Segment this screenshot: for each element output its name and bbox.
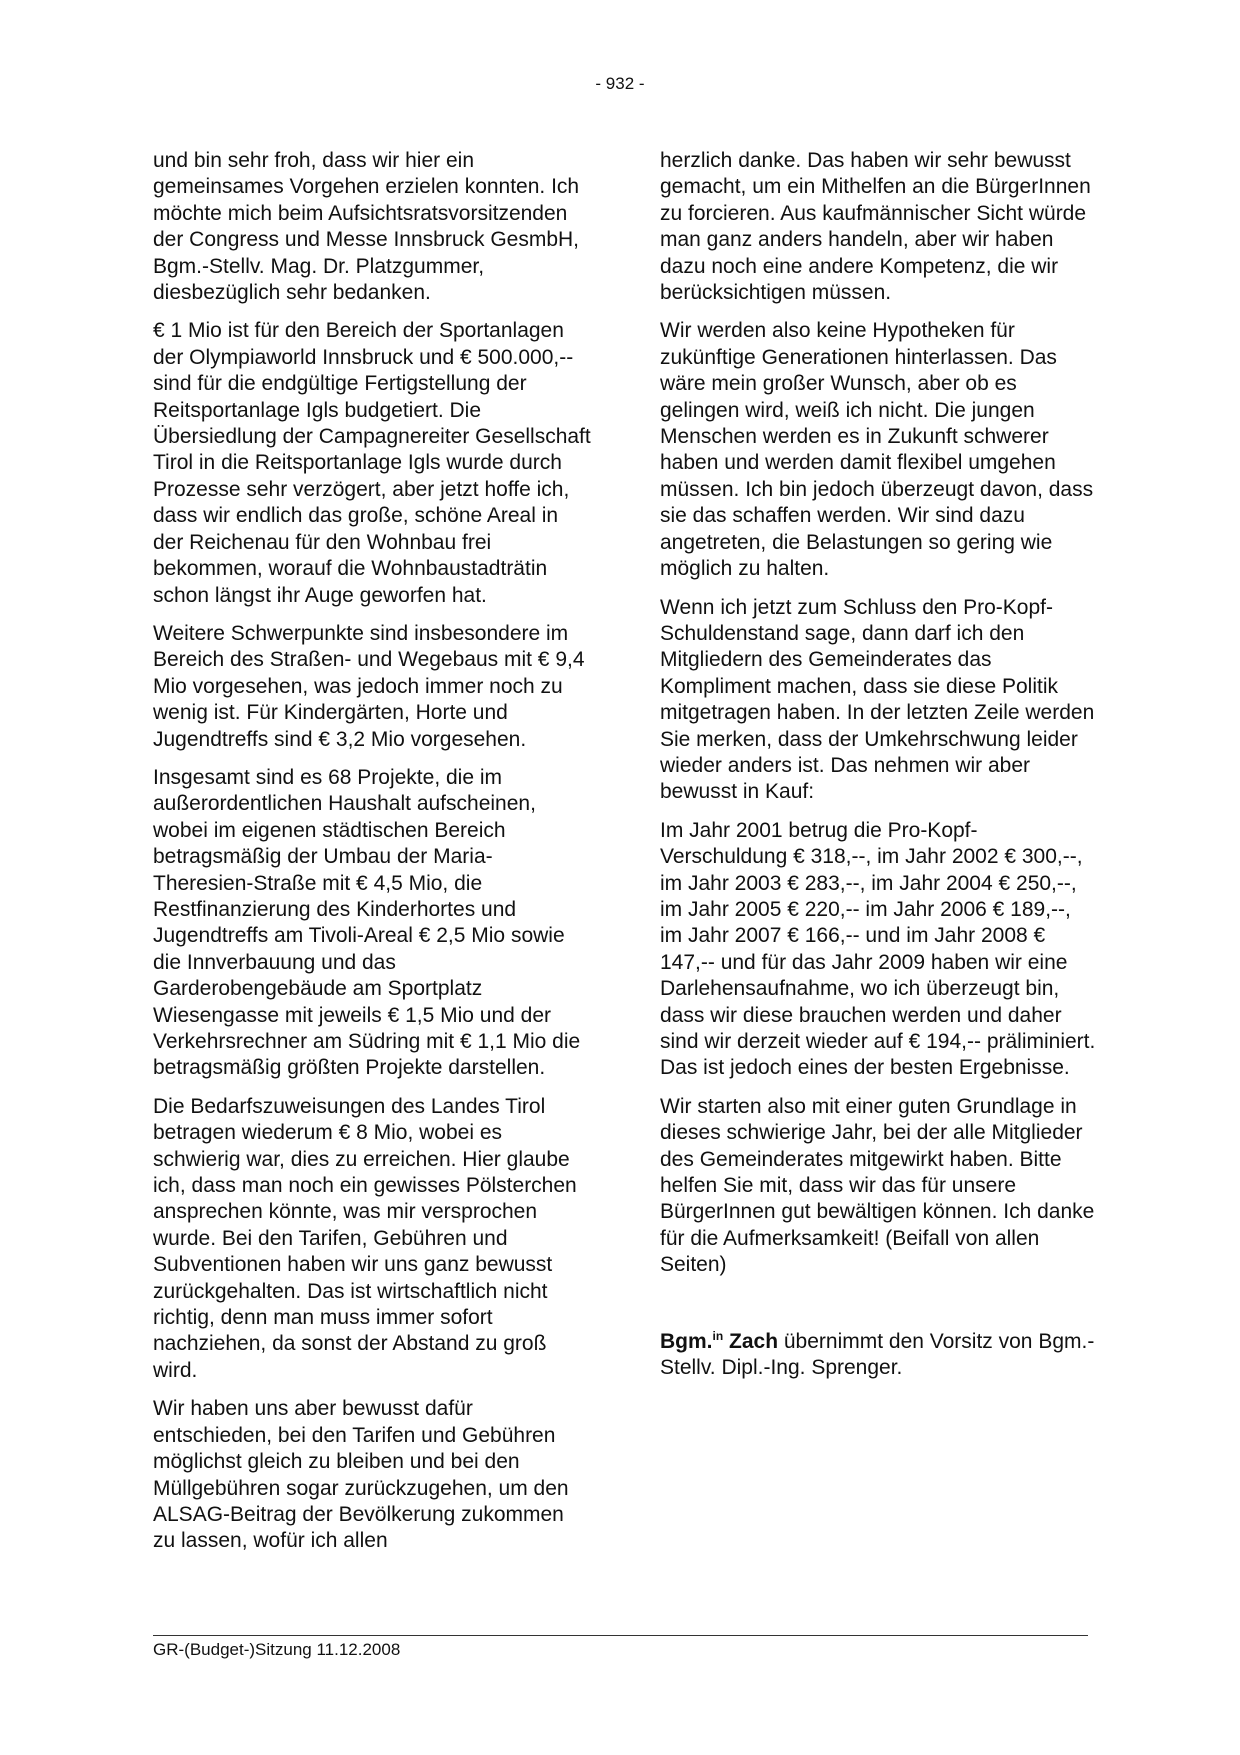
- speaker-note: [660, 1329, 1098, 1382]
- paragraph: Weitere Schwerpunkte sind insbesondere im Bereich des Straßen- und Wegebaus mit € 9,4 Mio vorgesehen, was jedoch immer noch zu wenig ist. Für Kindergärten, Horte und Jugendtreffs sind € 3,2 Mio vorgesehen.: [153, 621, 585, 751]
- paragraph: € 1 Mio ist für den Bereich der Sportanlagen der Olympiaworld Innsbruck und € 500.000,-- sind für die endgültige Fertigstellung der Reitsportanlage Igls budgetiert. Die Übersiedlung der Campagnereiter Gesellschaft Tirol in die Reitsportanlage Igls wurde durch Prozesse sehr verzögert, aber jetzt hoffe ich, dass wir endlich das große, schöne Areal in der Reichenau für den Wohnbau frei bekommen, worauf die Wohnbaustadträtin schon längst ihr Auge geworfen hat.: [153, 319, 591, 607]
- right-column: [660, 148, 1098, 1393]
- paragraph: Wenn ich jetzt zum Schluss den Pro-Kopf-Schuldenstand sage, dann darf ich den Mitgliedern des Gemeinderates das Kompliment machen, dass sie diese Politik mitgetragen haben. In der letzten Zeile werden Sie merken, dass der Umkehrschwung leider wieder anders ist. Das nehmen wir aber bewusst in Kauf:: [660, 595, 1095, 804]
- page-number: - 932 -: [595, 74, 645, 93]
- paragraph: Insgesamt sind es 68 Projekte, die im außerordentlichen Haushalt aufscheinen, wobei im eigenen städtischen Bereich betragsmäßig der Umbau der Maria-Theresien-Straße mit € 4,5 Mio, die Restfinanzierung des Kinderhortes und Jugendtreffs am Tivoli-Areal € 2,5 Mio sowie die Innverbauung und das Garderobengebäude am Sportplatz Wiesengasse mit jeweils € 1,5 Mio und der Verkehrsrechner am Südring mit € 1,1 Mio die betragsmäßig größten Projekte darstellen.: [153, 765, 581, 1080]
- paragraph: Wir starten also mit einer guten Grundlage in dieses schwierige Jahr, bei der alle Mitglieder des Gemeinderates mitgewirkt haben. Bitte helfen Sie mit, dass wir das für unsere BürgerInnen gut bewältigen können. Ich danke für die Aufmerksamkeit! (Beifall von allen Seiten): [660, 1094, 1095, 1277]
- footer-divider: [153, 1635, 1088, 1636]
- paragraph: Wir haben uns aber bewusst dafür entschieden, bei den Tarifen und Gebühren möglichst gleich zu bleiben und bei den Müllgebühren sogar zurückzugehen, um den ALSAG-Beitrag der Bevölkerung zukommen zu lassen, wofür ich allen: [153, 1397, 569, 1553]
- speaker-note-text: übernimmt den Vorsitz von Bgm.-Stellv. Dipl.-Ing. Sprenger.: [660, 1329, 1095, 1380]
- speaker-title-suffix: in: [712, 1328, 724, 1343]
- footer-session-label: GR-(Budget-)Sitzung 11.12.2008: [153, 1640, 401, 1659]
- paragraph: Die Bedarfszuweisungen des Landes Tirol betragen wiederum € 8 Mio, wobei es schwierig war, dies zu erreichen. Hier glaube ich, dass man noch ein gewisses Pölsterchen ansprechen könnte, was mir versprochen wurde. Bei den Tarifen, Gebühren und Subventionen haben wir uns ganz bewusst zurückgehalten. Das ist wirtschaftlich nicht richtig, denn man muss immer sofort nachziehen, da sonst der Abstand zu groß wird.: [153, 1094, 577, 1382]
- left-column: [153, 148, 591, 1567]
- speaker-title: Bgm.: [660, 1329, 713, 1353]
- speaker-surname: Zach: [729, 1329, 779, 1353]
- paragraph: Im Jahr 2001 betrug die Pro-Kopf-Verschuldung € 318,--, im Jahr 2002 € 300,--, im Jahr 2003 € 283,--, im Jahr 2004 € 250,--, im Jahr 2005 € 220,-- im Jahr 2006 € 189,--, im Jahr 2007 € 166,-- und im Jahr 2008 € 147,-- und für das Jahr 2009 haben wir eine Darlehensaufnahme, wo ich überzeugt bin, dass wir diese brauchen werden und daher sind wir derzeit wieder auf € 194,-- präliminiert. Das ist jedoch eines der besten Ergebnisse.: [660, 818, 1096, 1080]
- speaker-name: [660, 1330, 778, 1353]
- paragraph: Wir werden also keine Hypotheken für zukünftige Generationen hinterlassen. Das wäre mein großer Wunsch, aber ob es gelingen wird, weiß ich nicht. Die jungen Menschen werden es in Zukunft schwerer haben und werden damit flexibel umgehen müssen. Ich bin jedoch überzeugt davon, dass sie das schaffen werden. Wir sind dazu angetreten, die Belastungen so gering wie möglich zu halten.: [660, 319, 1094, 581]
- paragraph: herzlich danke. Das haben wir sehr bewusst gemacht, um ein Mithelfen an die BürgerInnen zu forcieren. Aus kaufmännischer Sicht würde man ganz anders handeln, aber wir haben dazu noch eine andere Kompetenz, die wir berücksichtigen müssen.: [660, 149, 1091, 305]
- paragraph: und bin sehr froh, dass wir hier ein gemeinsames Vorgehen erzielen konnten. Ich möchte mich beim Aufsichtsratsvorsitzenden der Congress und Messe Innsbruck GesmbH, Bgm.-Stellv. Mag. Dr. Platzgummer, diesbezüglich sehr bedanken.: [153, 149, 580, 305]
